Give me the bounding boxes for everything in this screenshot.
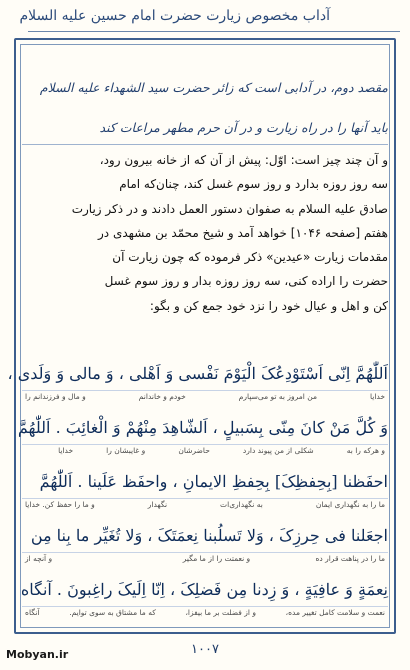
supplication-arabic: اجعَلنا فی حِرزِکَ ، وَلا تَسلُبنا نِعمَتَکَ ، وَلا تُغَیِّر ما بِنا مِن (30, 526, 388, 545)
body-line: مقدمات زیارت «عیدین» ذکر فرموده که چون زیارت آن (112, 250, 388, 265)
translation-word: نعمت و سلامت کامل تغییر مده، (285, 608, 385, 617)
body-line: و آن چند چیز است: اوّل: پیش از آن که از خانه بیرون رود، (99, 153, 388, 167)
header-title: آداب مخصوص زیارت حضرت امام حسین علیه السلام (19, 8, 330, 24)
translation-word: آنگاه (25, 608, 40, 617)
translation-word: به نگهداری‌ات (220, 500, 263, 509)
supplication-translation (22, 390, 388, 405)
supplication-translation (22, 444, 388, 459)
supplication-arabic: نِعمَةٍ وَ عافِیَةٍ ، وَ زِدنا مِن فَضلِکَ ، اِنّا اِلَیکَ راغِبونَ . آنگاه (20, 580, 388, 599)
translation-word (114, 553, 120, 567)
body-line: حضرت را اراده کنی، سه روز روزه بدار و روز سوم غسل (104, 274, 388, 289)
supplication-line (22, 466, 388, 520)
supplication-line (17, 412, 388, 466)
supplication-block (7, 358, 388, 628)
translation-word: ما را به نگهداری ایمان (315, 500, 385, 509)
translation-word: و مال و فرزندانم را (25, 392, 86, 401)
translation-word: ما را در پناهت قرار ده (315, 554, 385, 563)
translation-word: و آنچه از (25, 554, 53, 563)
intro-line-1: مقصد دوم، در آدابی است که زائر حضرت سید الشهداء علیه السلام (39, 80, 388, 95)
supplication-line (22, 520, 388, 574)
page-number: ۱۰۰۷ (191, 642, 219, 657)
body-line: کن و اهل و عیال خود را نزد خود جمع کن و بگو: (149, 298, 388, 313)
supplication-line (7, 358, 388, 412)
body-paragraph (22, 148, 388, 318)
translation-word: نگهدار (147, 500, 168, 509)
supplication-arabic: احفَظنا [بِحِفظِکَ] بِحِفظِ الایمانِ ، واحفَظ عَلَینا . اَللّٰهُمَّ (39, 472, 388, 491)
translation-word: شکلی از من پیوند دارد (242, 446, 314, 455)
body-line: صادق علیه السلام به صفوان دستور العمل دادند و در ذکر زیارت (71, 201, 388, 216)
supplication-line (22, 574, 388, 628)
translation-word: خدایا (369, 392, 385, 401)
supplication-translation (22, 606, 388, 621)
header (19, 3, 400, 32)
translation-word: خدایا (58, 446, 74, 455)
section-divider (22, 144, 388, 145)
supplication-translation (22, 498, 388, 513)
translation-word: و غایبشان را (106, 446, 146, 455)
translation-word (22, 445, 28, 459)
translation-word: خودم و خاندانم (138, 392, 186, 401)
translation-word: و از فضلت بر ما بیفزا، (185, 608, 256, 617)
translation-word: و هرکه را به (346, 446, 385, 455)
supplication-arabic: اَللّٰهُمَّ اِنّی اَسْتَوْدِعُکَ الْیَوْمَ نَفْسی وَ اَهْلی ، وَ مالی وَ وَلَدی ، (7, 364, 388, 383)
intro-line-2: باید آنها را در راه زیارت و در آن حرم مطهر مراعات کند (99, 120, 388, 135)
supplication-translation (22, 552, 388, 567)
supplication-arabic: وَ کُلَّ مَنْ کانَ مِنّی بِسَبیلٍ ، اَلشّاهِدَ مِنْهُمْ وَ الْغائِبَ . اَللّٰهُمَّ (17, 418, 388, 437)
site-watermark[interactable]: Mobyan.ir (6, 648, 69, 661)
intro-heading (20, 68, 388, 148)
translation-word: که ما مشتاق به سوی توایم. (69, 608, 156, 617)
body-line: هفتم [صفحه ۱۰۴۶] خواهد آمد و شیخ محمّد بن مشهدی در (98, 225, 388, 240)
translation-word: و نعمتت را از ما مگیر (182, 554, 251, 563)
translation-word: و ما را حفظ کن. خدایا (25, 500, 95, 509)
translation-word: حاضرشان (178, 446, 210, 455)
translation-word: من امروز به تو می‌سپارم (238, 392, 317, 401)
body-line: سه روز روزه بدارد و روز سوم غسل کند، چنان‌که امام (119, 177, 388, 192)
